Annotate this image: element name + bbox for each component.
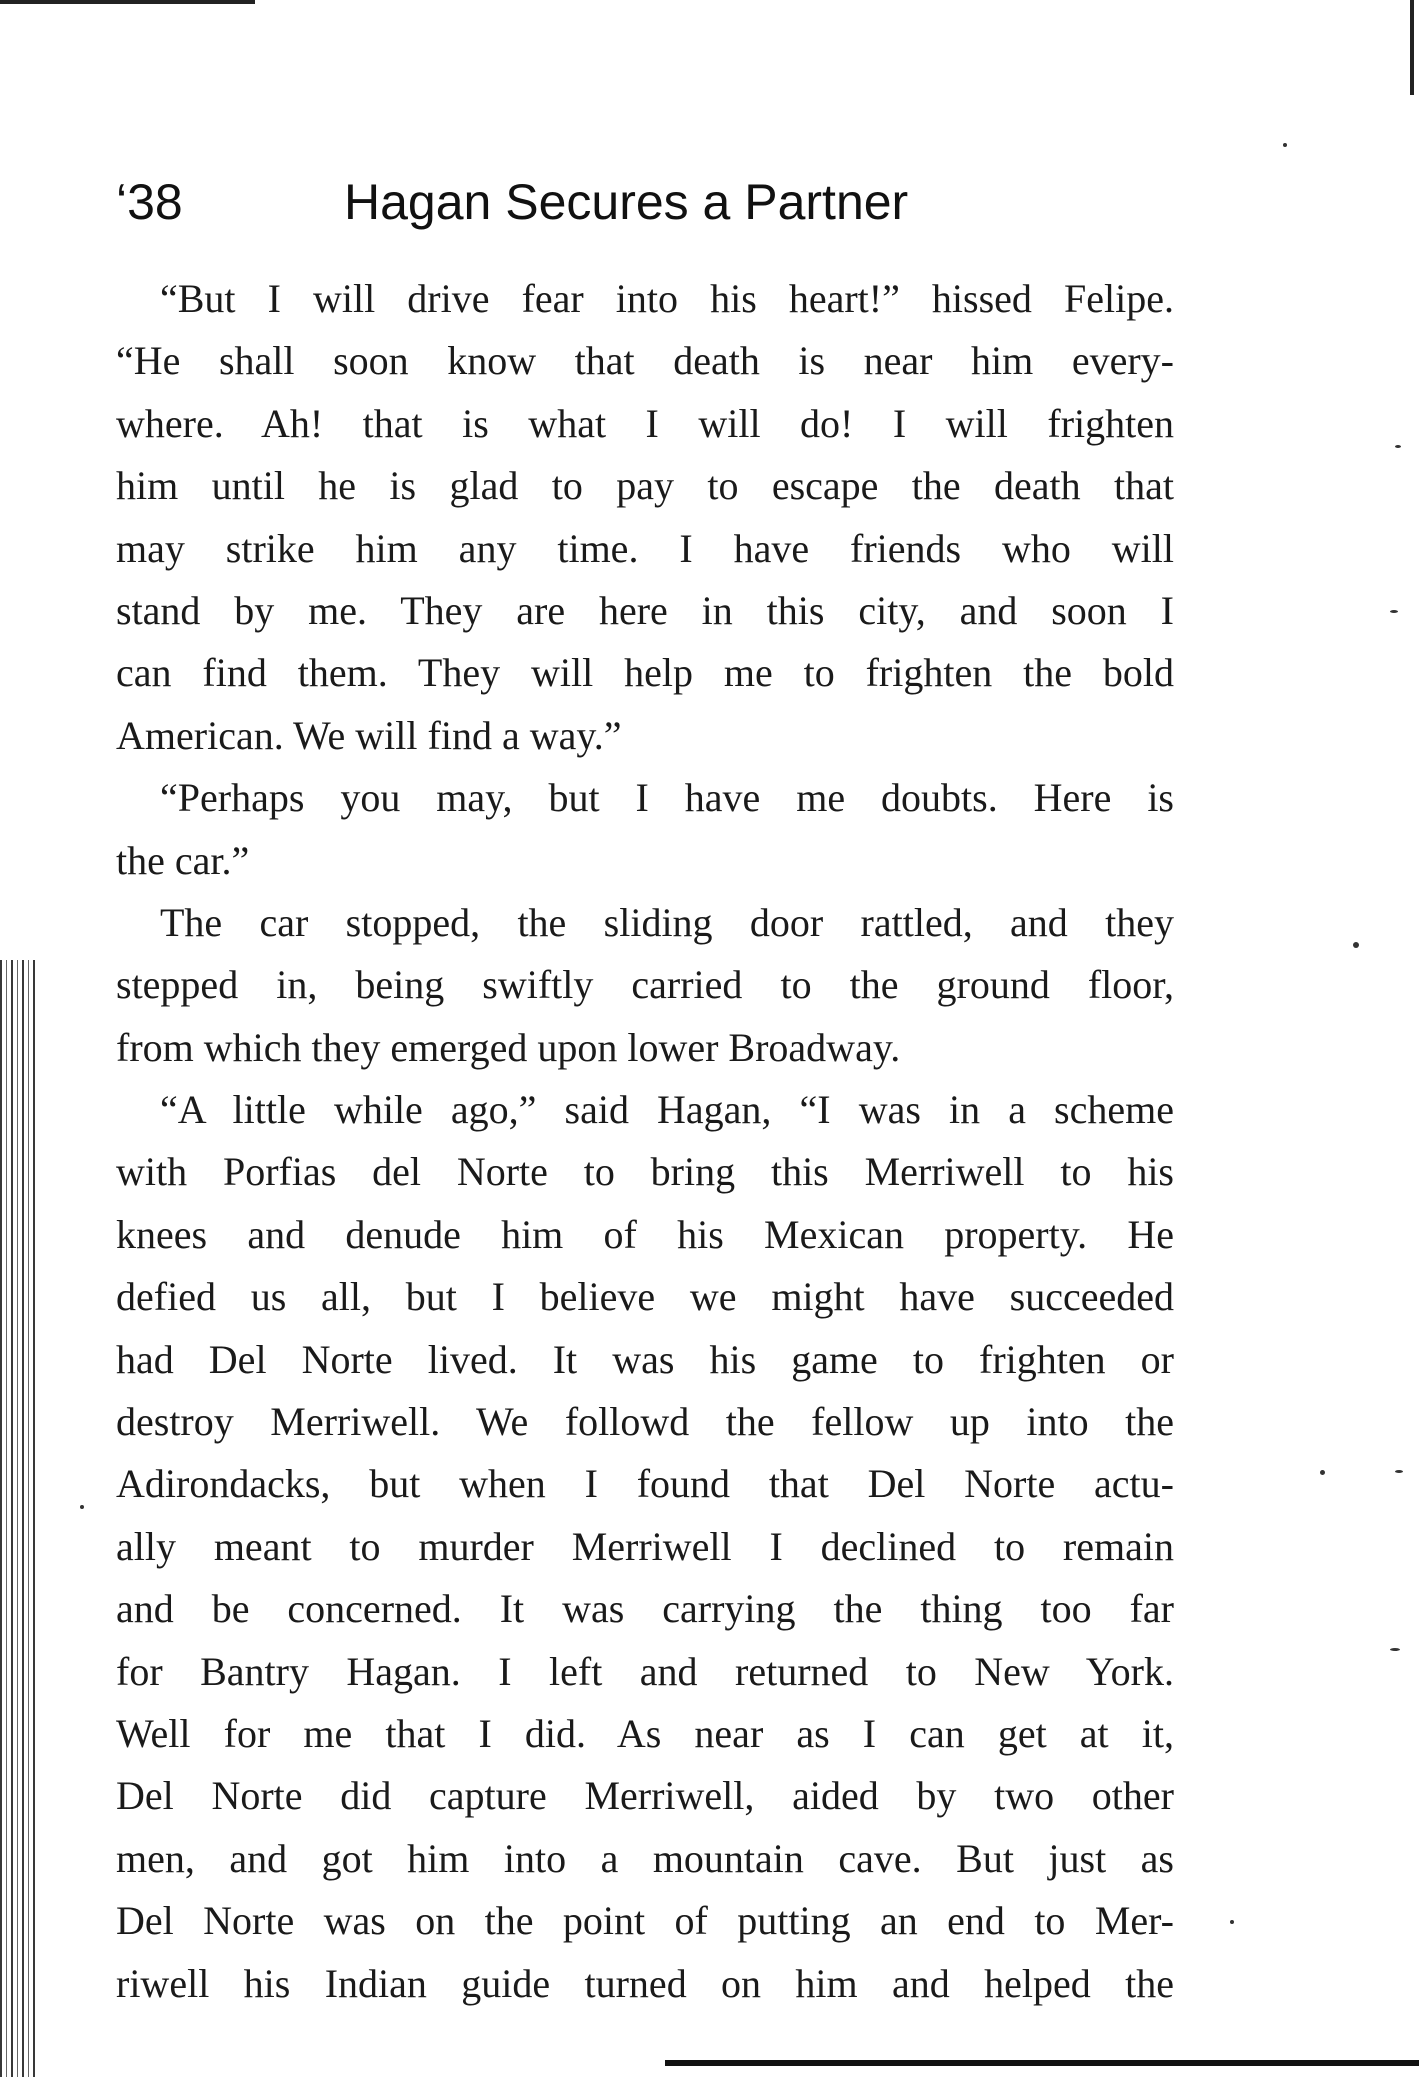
scan-speck [1395,445,1401,448]
text-line: the car.” [116,837,250,883]
scan-speck [1320,1470,1325,1475]
bottom-scan-rule [665,2060,1419,2066]
page-number: ‘38 [116,174,183,230]
page-header [116,172,1176,242]
text-line: “He shall soon know that death is near him every- [116,338,1174,384]
text-line: can find them. They will help me to frighten the bold [116,650,1174,696]
paragraph [116,268,1174,767]
scan-speck [1353,942,1359,948]
text-line: Del Norte was on the point of putting an end to Mer- [116,1898,1174,1944]
text-line: The car stopped, the sliding door rattled, and they [160,899,1174,945]
text-line: Well for me that I did. As near as I can get at it, [116,1710,1174,1756]
text-line: may strike him any time. I have friends who will [116,525,1174,571]
binding-shadow [0,960,36,2077]
text-line: Adirondacks, but when I found that Del Norte actu- [116,1461,1174,1507]
text-line: where. Ah! that is what I will do! I will frighten [116,400,1174,446]
scan-speck [1230,1920,1234,1924]
scan-speck [1283,143,1287,147]
text-line: stand by me. They are here in this city, and soon I [116,587,1174,633]
body-text [116,268,1174,2015]
scan-speck [1390,1648,1400,1651]
text-line: “A little while ago,” said Hagan, “I was in a scheme [160,1087,1174,1133]
text-line: him until he is glad to pay to escape the death that [116,463,1174,509]
text-line: ally meant to murder Merriwell I declined to remain [116,1523,1174,1569]
text-line: American. We will find a way.” [116,712,622,758]
right-scan-edge [1410,0,1414,95]
scan-speck [1395,1470,1403,1473]
top-scan-rule [0,0,255,4]
text-line: destroy Merriwell. We followd the fellow up into the [116,1399,1174,1445]
text-line: “But I will drive fear into his heart!” hissed Felipe. [160,276,1174,321]
text-line: and be concerned. It was carrying the thing too far [116,1586,1174,1632]
text-line: Del Norte did capture Merriwell, aided by two other [116,1773,1174,1819]
text-line: defied us all, but I believe we might have succeeded [116,1274,1174,1320]
text-line: with Porfias del Norte to bring this Merriwell to his [116,1149,1174,1195]
text-line: knees and denude him of his Mexican property. He [116,1211,1174,1257]
scan-speck [80,1505,84,1509]
text-line: had Del Norte lived. It was his game to frighten or [116,1336,1174,1382]
text-line: from which they emerged upon lower Broadway. [116,1024,901,1070]
text-line: riwell his Indian guide turned on him and helped the [116,1960,1174,2006]
text-line: for Bantry Hagan. I left and returned to New York. [116,1648,1174,1694]
text-line: men, and got him into a mountain cave. But just as [116,1835,1174,1881]
paragraph [116,1079,1174,2015]
text-line: “Perhaps you may, but I have me doubts. Here is [160,775,1174,821]
running-title: Hagan Secures a Partner [344,174,909,230]
paragraph [116,892,1174,1079]
text-line: stepped in, being swiftly carried to the ground floor, [116,962,1174,1008]
scan-speck [1390,610,1398,613]
paragraph [116,767,1174,892]
